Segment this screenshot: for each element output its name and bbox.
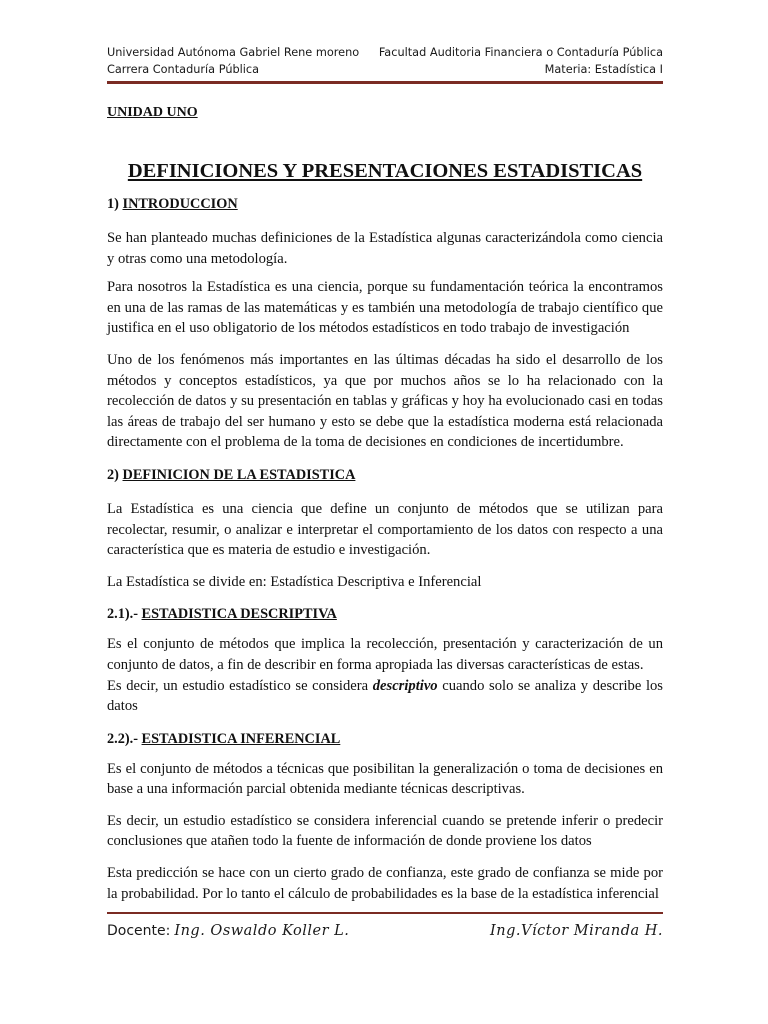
paragraph: Esta predicción se hace con un cierto grado de confianza, este grado de confianza se mide por la probabilidad. Por lo tanto el cálculo de probabilidades es la base de la estadística inferencial [107, 865, 663, 902]
career-name: Carrera Contaduría Pública [107, 63, 260, 76]
header-rule [107, 81, 663, 84]
paragraph: Es el conjunto de métodos que implica la recolección, presentación y caracterización de un conjunto de datos, a fin de describir en forma apropiada las diversas características de estas. [107, 636, 663, 673]
page-title: DEFINICIONES Y PRESENTACIONES ESTADISTICAS [127, 160, 643, 182]
faculty-name: Facultad Auditoria Financiera o Contaduría Pública [378, 46, 663, 59]
emphasis-text: descriptivo [372, 677, 438, 694]
paragraph: La Estadística es una ciencia que define un conjunto de métodos que se utilizan para recolectar, resumir, o analizar e interpretar el comportamiento de los datos con respecto a una característica que es materia de estudio e investigación. [107, 500, 663, 559]
section-title: INTRODUCCION [122, 196, 238, 212]
section-number: 2.2).- [107, 730, 138, 747]
unit-label: UNIDAD UNO [107, 105, 198, 120]
teacher-signature: Ing.Víctor Miranda H. [490, 923, 663, 939]
paragraph: La Estadística se divide en: Estadística Descriptiva e Inferencial [107, 573, 482, 590]
footer-label: Docente: [107, 923, 171, 939]
section-number: 2) [107, 466, 119, 483]
section-heading-definicion [107, 466, 663, 484]
paragraph [107, 676, 663, 717]
teacher-signature: Ing. Oswaldo Koller L. [174, 923, 350, 939]
section-title: ESTADISTICA DESCRIPTIVA [141, 606, 337, 623]
header-row-1 [107, 44, 663, 61]
section-heading-descriptiva [107, 605, 663, 623]
footer-teacher-left [107, 922, 349, 940]
paragraph: Para nosotros la Estadística es una ciencia, porque su fundamentación teórica la encontramos en una de las ramas de las matemáticas y es también una metodología de trabajo científico que justifica en el uso obligatorio de los métodos estadísticos en todo trabajo de investigación [107, 279, 663, 337]
text-run: Es decir, un estudio estadístico se considera [107, 677, 373, 694]
text-run: cuando solo se analiza y describe los datos [107, 677, 663, 715]
header-row-2 [107, 61, 663, 78]
paragraph: Se han planteado muchas definiciones de la Estadística algunas caracterizándola como ciencia y otras como una metodología. [107, 230, 663, 267]
paragraph: Uno de los fenómenos más importantes en las últimas décadas ha sido el desarrollo de los métodos y conceptos estadísticos, ya que por muchos años se lo ha relacionado con la recolección de datos y su presentación en tablas y gráficas y hoy ha evolucionado casi en todas las áreas de trabajo del ser humano y esto se debe que la estadística moderna está relacionada directamente con el problema de la toma de decisiones en condiciones de incertidumbre. [107, 351, 663, 451]
section-title: DEFINICION DE LA ESTADISTICA [122, 466, 356, 483]
section-number: 2.1).- [107, 606, 138, 623]
document-body [107, 104, 663, 904]
section-title: ESTADISTICA INFERENCIAL [141, 730, 341, 747]
paragraph: Es decir, un estudio estadístico se considera inferencial cuando se pretende inferir o predecir conclusiones que atañen todo la fuente de información de donde proviene los datos [107, 812, 663, 850]
footer-rule [107, 912, 663, 914]
university-name: Universidad Autónoma Gabriel Rene moreno [107, 46, 360, 59]
section-heading-inferencial [107, 730, 663, 748]
page-header [107, 44, 663, 78]
page-footer [107, 922, 663, 940]
paragraph: Es el conjunto de métodos a técnicas que posibilitan la generalización o toma de decisiones en base a una información parcial obtenida mediante técnicas descriptivas. [107, 760, 663, 798]
subject-name: Materia: Estadística I [544, 63, 663, 76]
section-number: 1) [107, 196, 119, 212]
section-heading-introduccion [107, 195, 663, 213]
